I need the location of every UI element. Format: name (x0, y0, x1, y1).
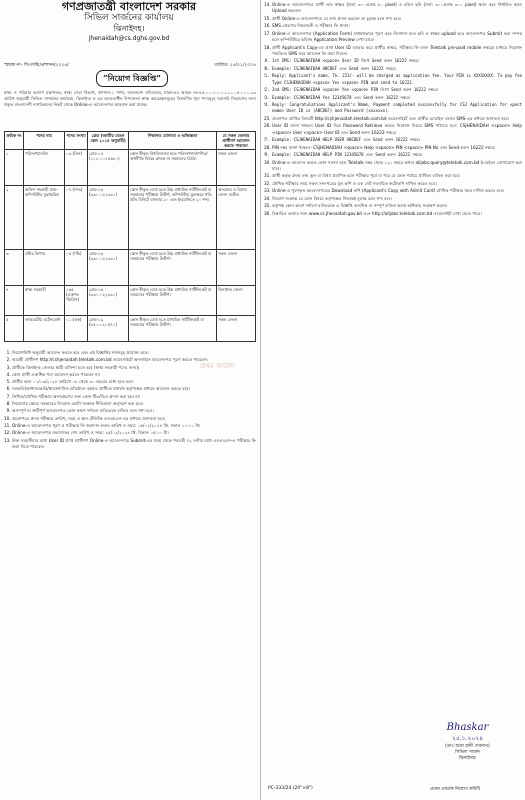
cell-qualification: কোন স্বীকৃত বোর্ড হতে মাধ্যমিক সার্টিফিকেট বা সমমানের পরীক্ষায় উত্তীর্ণ। (129, 316, 217, 342)
header-grade: গ্রেড (জাতীয় বেতন স্কেল ২০১৫ অনুযায়ী) (88, 132, 129, 150)
list-item: 25. প্রবেশপত্র প্রাপ্তির বিষয়টি http://cshjenaidah.teletalk.com.bd ওয়েবসাইটে এবং প্রার্থীর মোবাইল ফোনে SMS-এর মাধ্যমে জানানো হবে। (272, 116, 522, 122)
cell-post: পরিসংখ্যানবিদ (24, 150, 65, 186)
list-item: 35. কর্তৃপক্ষ কোন কারণ দর্শানো ব্যতিরেকে এ বিজ্ঞপ্তি আংশিক বা সম্পূর্ণ বাতিল করার অধিকার সংরক্ষণ করেন। (272, 203, 522, 209)
list-item: 2. আগ্রহী প্রার্থীগণ http://cshjenaidah.teletalk.com.bd ওয়েবসাইটে অনলাইনে আবেদনপত্র পূরণ করতে পারবেন। (12, 357, 256, 363)
list-item: 30. Online-এ আবেদন করতে কোন সমস্যা হলে Teletalk নম্বর থেকে ১২১ নম্বরে অথবা alljobs.query@teletalk.com.bd ই-মেইলে যোগাযোগ করা যাবে। (272, 160, 522, 173)
signature-image: Bhaskar (446, 722, 489, 733)
list-item: 34. নিয়োগ সংক্রান্ত যে কোন বিষয়ে কর্তৃপক্ষের সিদ্ধান্তই চূড়ান্ত বলে গণ্য হবে। (272, 196, 522, 202)
cell-count: ০৩ (তিন) (65, 150, 88, 186)
cell-qualification: কোন স্বীকৃত বোর্ড হতে উচ্চ মাধ্যমিক সার্টিফিকেট বা সমমানের পরীক্ষায় উত্তীর্ণ; কম্পিউটার মুদ্রাক্ষরে গতি প্রতি মিনিটে বাংলায় ২০ এবং ইংরেজিতে ২০ শব্দ। (129, 186, 217, 250)
table-body (5, 150, 256, 342)
list-item: 4. কোন প্রার্থী একাধিক পদে আবেদন করতে পারবেন না। (12, 372, 256, 378)
cell-sl: ৩ (5, 250, 24, 286)
list-item: 26. User ID জানা থাকলে User ID দিয়ে Password Retrieve করতে নিম্নোক্ত নিয়মে SMS পাঠাতে হবে: CSJHENAIDAH <space> Help <space> User <space> User ID এবং Send করুন 16222 নম্বরে। (272, 123, 522, 136)
sms-example: 29. Example: CSJHENAIDAH HELP PIN 12345678 এবং Send করুন 16222 নম্বরে। (272, 152, 522, 158)
cell-grade: গ্রেড-১৬ (৯৩০০-২২৪৯০) (88, 286, 129, 316)
header-sl: ক্রমিক নং (5, 132, 24, 150)
table-row (5, 150, 256, 186)
sms-reply: 21. Reply: Applicant's name, Tk. 223/- will be charged as application fee. Your PIN is XXXXXXXX. To pay fee Type CSJHENAIDAH <space> Yes <space> PIN and send to 16222. (272, 73, 522, 86)
cell-district: সকল জেলা (217, 150, 256, 186)
page-title: “নিয়োগ বিজ্ঞপ্তি” (96, 70, 168, 87)
list-item: 36. বিস্তারিত তথ্যের জন্য www.cs.jhenaidah.gov.bd এবং http://alljobs.teletalk.com.bd ওয়েবসাইট দেখা যেতে পারে। (272, 211, 522, 217)
list-item: 5. প্রার্থীর বয়স ০১/০৩/২০২৪ তারিখে ১৮ থেকে ৩০ বছরের মধ্যে হতে হবে। (12, 379, 256, 385)
list-item: 16. SMS প্রেরণের নিয়মাবলী ও পরীক্ষার ফি প্রদান: (272, 23, 522, 29)
list-item: 7. লিখিত/মৌখিক পরীক্ষায় অংশগ্রহণের জন্য কোন টিএ/ডিএ প্রদান করা হবে না। (12, 394, 256, 400)
list-item: 31. প্রার্থী কর্তৃক প্রদত্ত তথ্য ভুল বা মিথ্যা প্রমাণিত হলে পরীক্ষার পূর্বে বা পরে যে কোন পর্যায়ে প্রার্থিতা বাতিল করা হবে। (272, 173, 522, 179)
office-name: সিভিল সার্জনের কার্যালয় (84, 13, 174, 23)
signatory-designation: সিভিল সার্জন (455, 750, 480, 755)
table-header-row (5, 132, 256, 150)
sms-reply: 24. Reply: Congratulations Applicant's Name, Payment completed successfully for CSJ Application for <post name> User ID is (ABCDEF) and Password (xxxxxxx). (272, 102, 522, 115)
cell-count: ০১ (এক) (65, 316, 88, 342)
intro-paragraph: স্বাস্থ্য ও পরিবার কল্যাণ মন্ত্রণালয়, স্বাস্থ্য সেবা বিভাগ, প্রশাসন-১ শাখা, বাংলাদেশ সচিবালয়, ঢাকা-এর স্মারক নং-৪৫.০০.০০০০.১১১.০৫.০০১.২৩ তারিখ অনুযায়ী সিভিল সার্জনের কার্যালয়, ঝিনাইদহ ও এর আওতাধীন উপজেলা স্বাস্থ্য কমপ্লেক্সসমূহের নিম্নবর্ণিত শূন্য পদসমূহে সরাসরি নিয়োগের জন্য প্রকৃত বাংলাদেশী নাগরিকদের নিকট থেকে Online-এ আবেদনপত্র আহবান করা যাচ্ছে। (4, 90, 256, 107)
header-qualification: শিক্ষাগত যোগ্যতা ও অভিজ্ঞতা (129, 132, 217, 150)
watermark: প্রথম আলো (200, 362, 235, 370)
cell-grade: গ্রেড-১৬ (৯৩০০-২২৪৯০) (88, 250, 129, 286)
government-name: গণপ্রজাতন্ত্রী বাংলাদেশ সরকার (61, 0, 197, 13)
list-item: 33. Online-এ পূরণকৃত আবেদনপত্রের Download কপি (Applicant's Copy with Admit Card) মৌখিক পরীক্ষার সময় দাখিল করতে হবে। (272, 188, 522, 194)
sms-example: 23. Example: CSJHENAIDAH Yes 12345678 এবং Send করুন 16222 নম্বরে। (272, 95, 522, 101)
office-place: ঝিনাইদহ। (113, 24, 145, 33)
list-item: 13. উক্ত সময়সীমার মধ্যে User ID প্রাপ্ত প্রার্থীগণ Online-এ আবেদনপত্র Submit-এর সময় থেকে পরবর্তী ৭২ ঘণ্টার মধ্যে এসএমএস-এ পরীক্ষার ফি জমা দিতে পারবেন। (12, 438, 256, 451)
cell-count: ১৩৫ (একশত পঁয়ত্রিশ) (65, 286, 88, 316)
cell-count: ০৭ (সাত) (65, 186, 88, 250)
signatory-place: ঝিনাইদহ। (458, 756, 477, 761)
cell-sl: ৫ (5, 316, 24, 342)
cell-qualification: কোন স্বীকৃত বোর্ড হতে উচ্চ মাধ্যমিক সার্টিফিকেট বা সমমানের পরীক্ষায় উত্তীর্ণ। (129, 286, 217, 316)
signature-block (420, 722, 515, 762)
list-item: 28. PIN নম্বর জানা থাকলে: CSJHENAIDAH <space> Help <space> PIN <space> PIN No এবং Send করুন 16222 নম্বরে। (272, 145, 522, 151)
cell-district: সকল জেলা (217, 250, 256, 286)
list-item: 6. সরকারি/আধাসরকারি/স্বায়ত্তশাসিত প্রতিষ্ঠানে কর্মরত প্রার্থীকে যথাযথ কর্তৃপক্ষের মাধ্যমে আবেদন করতে হবে। (12, 386, 256, 392)
cell-qualification: কোন স্বীকৃত বোর্ড হতে উচ্চ মাধ্যমিক সার্টিফিকেট বা সমমানের পরীক্ষায় উত্তীর্ণ। (129, 250, 217, 286)
conditions-right-column (264, 2, 522, 732)
table-row (5, 250, 256, 286)
memo-number: স্মারক নং- সিএসঝি/প্রশাসন/২০২৪/ (4, 63, 69, 68)
letterhead (0, 0, 258, 60)
conditions-list-right (264, 2, 522, 217)
signatory-name: (ডাঃ শুভ্রা রানী দেবনাথ) (445, 744, 490, 749)
table-row (5, 186, 256, 250)
cell-post: অফিস সহকারী কাম-কম্পিউটার মুদ্রাক্ষরিক (24, 186, 65, 250)
list-item: 18. প্রার্থী Applicant's Copy-তে প্রাপ্ত User ID ব্যবহার করে প্রার্থীর স্বাক্ষর, পরীক্ষার ফি বাবদ Teletalk pre-paid mobile নম্বরের মাধ্যমে নিম্নোক্ত পদ্ধতিতে SMS করে আবেদন ফি জমা দিবেন। (272, 45, 522, 58)
table-row (5, 286, 256, 316)
list-item: 1. নিয়োগবিধি অনুযায়ী আবেদন করতে হবে এবং এই বিজ্ঞপ্তির শর্তসমূহ প্রযোজ্য হবে। (12, 350, 256, 356)
list-item: 14. Online-এ আবেদনপত্রে প্রার্থী তার স্বাক্ষর (দৈর্ঘ্য ৩০০×প্রস্থ ৮০ pixel) ও রঙিন ছবি (দৈর্ঘ্য ৩০০×প্রস্থ ৩০০ pixel) স্ক্যান করে নির্ধারিত স্থানে Upload করবেন। (272, 2, 522, 15)
column-divider (260, 0, 261, 800)
table-row (5, 316, 256, 342)
list-item: 32. মৌখিক পরীক্ষার সময় সকল সনদপত্রের মূল কপি ও এক সেট সত্যায়িত ফটোকপি দাখিল করতে হবে। (272, 181, 522, 187)
list-item: 12. Online-এ আবেদনপত্র জমাদানের শেষ তারিখ ও সময়: ২৫/০২/২০২৪ খ্রি. বিকাল ০৫:০০ টা। (12, 430, 256, 436)
print-code: PC-333/24 (20"×8") (268, 786, 313, 791)
sms-format: 22. 2nd SMS: CSJHENAIDAH <space> Yes <space> PIN লিখে Send করুন 16222 নম্বরে। (272, 87, 522, 93)
list-item: 3. প্রার্থীকে ঝিনাইদহ জেলার স্থায়ী বাসিন্দা হতে হবে (স্বাস্থ্য সহকারী পদের জন্য)। (12, 365, 256, 371)
cell-count: ০৫ (পাঁচ) (65, 250, 88, 286)
header-district: যে সকল জেলার প্রার্থীগণ আবেদন করতে পারবেন (217, 132, 256, 150)
cell-post: স্টোর কিপার (24, 250, 65, 286)
cell-district: অনগ্রসর ও বিশেষ জেলা ব্যতীত (217, 186, 256, 250)
header-post: পদের নাম (24, 132, 65, 150)
cell-grade: গ্রেড-১৯ (৮৫০০-২০৫৭০) (88, 316, 129, 342)
list-item: 15. প্রার্থী Online-এ আবেদনপত্রে যে তথ্য প্রদান করবেন তা চূড়ান্ত বলে গণ্য হবে। (272, 16, 522, 22)
list-item: 17. Online-এ আবেদনপত্র (Application Form) যথাযথভাবে পূরণ করে নির্দেশনা মতে ছবি ও স্বাক্ষর upload করে আবেদনপত্র Submit করা সম্পন্ন হলে কম্পিউটারে ছবিসহ Application Preview দেখা যাবে। (272, 31, 522, 44)
sms-example: 27. Example: CSJHENAIDAH HELP USER ABCDEF এবং Send করুন 16222 নম্বরে। (272, 137, 522, 143)
footer-right-text: প্রধান প্রবর্তক নিয়োগ কমিটি (430, 787, 480, 792)
conditions-left-column (4, 350, 256, 760)
cell-district: সকল জেলা (217, 316, 256, 342)
cell-grade: গ্রেড-১৬ (৯৩০০-২২৪৯০) (88, 186, 129, 250)
memo-line (4, 62, 256, 69)
memo-date: তারিখঃ ২৫/০১/২০২৪ (214, 63, 256, 68)
list-item: 11. Online-এ আবেদনপত্র পূরণ ও পরীক্ষার ফি জমাদান শুরুর তারিখ ও সময়: ০৫/০২/২০২৪ খ্রি. সকাল ১০:০০ টা। (12, 423, 256, 429)
cell-sl: ২ (5, 186, 24, 250)
list-item: 9. অসম্পূর্ণ বা ত্রুটিপূর্ণ আবেদনপত্র কোন কারণ দর্শানো ব্যতিরেকে বাতিল বলে গণ্য হবে। (12, 408, 256, 414)
cell-grade: গ্রেড-১৪ (১০২০০-২৪৬৮০) (88, 150, 129, 186)
cell-district: ঝিনাইদহ জেলা (217, 286, 256, 316)
sms-example: 20. Example: CSJHENAIDAH ABCDEF এবং Send করুন 16222 নম্বরে। (272, 66, 522, 72)
cell-sl: ১ (5, 150, 24, 186)
list-item: 8. নিয়োগের ক্ষেত্রে সরকারের বিদ্যমান কোটা সংক্রান্ত নীতিমালা অনুসরণ করা হবে। (12, 401, 256, 407)
sms-format: 19. 1st SMS: CSJHENAIDAH <space> User ID লিখে Send করুন 16222 নম্বরে। (272, 58, 522, 64)
office-email: jhenaidah@cs.dghs.gov.bd (88, 35, 170, 42)
vacancy-table (4, 131, 256, 342)
cell-sl: ৪ (5, 286, 24, 316)
list-item: 10. প্রবেশপত্রে প্রদত্ত পরীক্ষার তারিখ, সময় ও স্থান টেলিটক এসএমএস-এর মাধ্যমে জানানো হবে। (12, 416, 256, 422)
cell-post: ল্যাবরেটরি এটেনডেন্ট (24, 316, 65, 342)
cell-post: স্বাস্থ্য সহকারী (24, 286, 65, 316)
cell-qualification: কোন স্বীকৃত বিশ্ববিদ্যালয় হতে পরিসংখ্যান/গণিত/অর্থনীতি বিষয়ে স্নাতক বা সমমানের ডিগ্রি। (129, 150, 217, 186)
header-count: পদের সংখ্যা (65, 132, 88, 150)
signature-date: ২৫.১.২০২৪ (451, 735, 484, 742)
